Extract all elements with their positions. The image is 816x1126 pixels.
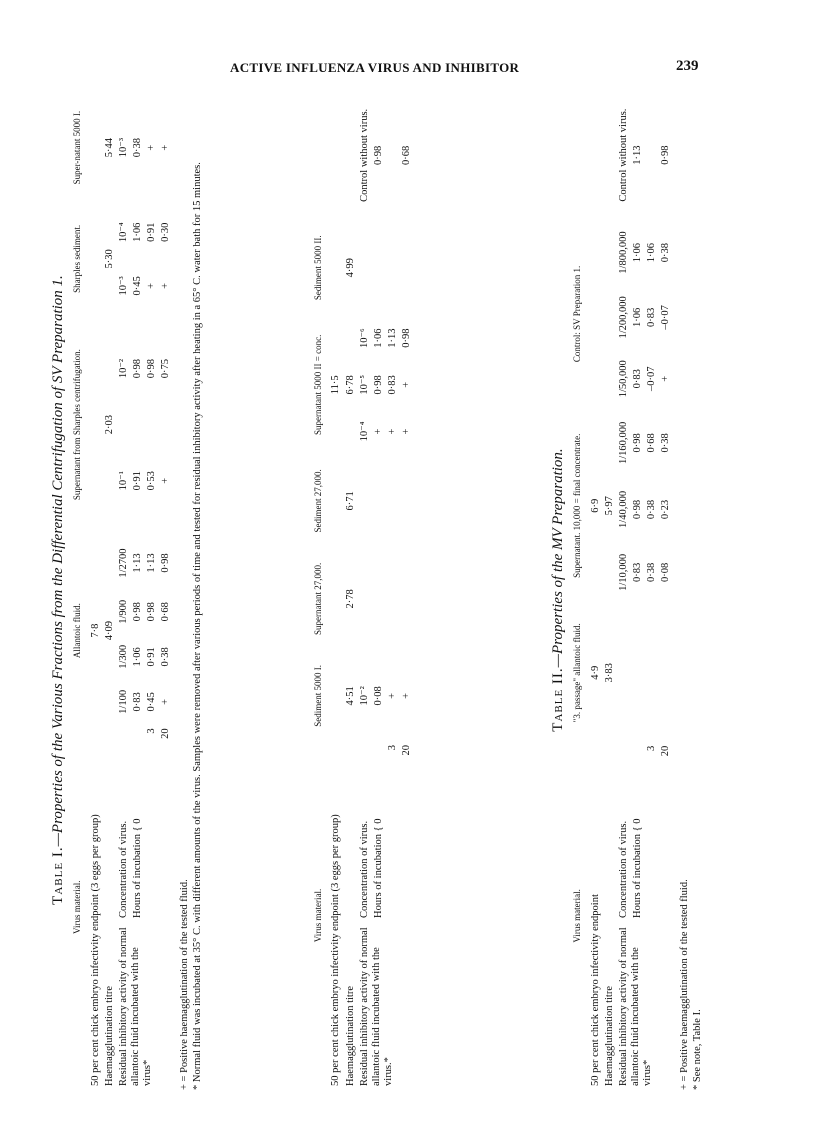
table-row: 50 per cent chick embryo infectivity endpoint (3 eggs per group) 11·5: [330, 375, 342, 1086]
rotated-tables: [50, 90, 770, 1090]
table-row: Hours of incubation { 0 0·08 + 0·98 1·06 0·98: [372, 145, 384, 918]
table-row: 20 + + + 0·98 0·68: [400, 145, 412, 756]
table-row: Haemagglutination titre 4·09 2·03 5·30 5·44: [103, 137, 115, 1086]
table-1-part-b: Virus material. Sediment 5000 I. Supernatant 27,000. Sediment 27,000. Supernatant 5000 II = conc. Sediment 5000 II. 50 per cent chick embryo infectivity endpoint (3 eggs per group) 11·5 Haemagglutination titre 4·51 2·78 6·71 6·78 4·99 Residual inhibitory activity of normal allantoic fluid incubated with the virus.* Concentration of virus. 10⁻² 10⁻⁴ 10⁻⁵ 10⁻⁶ Control without virus. Hours of incubation { 0 0·08 + 0·98 1·06 0·98 3 + + 0·83 1·13 20 + + + 0·98 0·68: [314, 90, 414, 1090]
table-row: Hours of incubation { 0 0·83 1·06 0·98 1·13 0·91 0·98 0·45 1·06 0·38: [131, 137, 143, 918]
table-row: 50 per cent chick embryo infectivity endpoint (3 eggs per group) 7·8: [89, 623, 101, 1086]
table-1-part-b-block: [308, 90, 414, 1090]
col-allantoic-fluid: Allantoic fluid.: [72, 603, 83, 659]
table-2: [550, 90, 704, 1090]
table-row: 3 0·45 0·91 0·98 1·13 0·53 0·98 + 0·91 +: [145, 144, 157, 734]
table-row: 3 0·38 0·38 0·68 –0·07 0·83 1·06: [645, 242, 657, 751]
running-title: ACTIVE INFLUENZA VIRUS AND INHIBITOR: [230, 60, 520, 75]
table-row: Haemagglutination titre 3·83 5·97: [603, 496, 615, 1086]
table-row: Residual inhibitory activity of normal allantoic fluid incubated with the virus* Concentration of virus. 1/100 1/300 1/900 1/2700 10⁻¹ 10⁻² 10⁻³ 10⁻⁴ 10⁻³: [117, 138, 153, 1086]
col-sharples-sediment: Sharples sediment.: [72, 224, 83, 293]
page-header: [0, 60, 816, 80]
page-number: 239: [676, 58, 699, 74]
table-row: Haemagglutination titre 4·51 2·78 6·71 6·78 4·99: [344, 258, 356, 1086]
col-virus-material: Virus material.: [72, 880, 83, 934]
table-1: [50, 90, 204, 1090]
table-1-notes: + = Positive haemagglutination of the tested fluid. * Normal fluid was incubated at 35° C. with different amounts of the virus. Samples were removed after various periods of time and tested for residual inhibitory activity after heating in a 65° C. water bath for 15 minutes.: [179, 162, 203, 1090]
table-row: Residual inhibitory activity of normal allantoic fluid incubated with the virus* Concentration of virus. 1/10,000 1/40,000 1/160,000 1/50,000 1/200,000 1/800,000 Control without virus.: [617, 108, 653, 1086]
table-row: Hours of incubation { 0 0·83 0·98 0·98 0·83 1·06 1·06 1·13: [631, 145, 643, 918]
table-1-caption: Table I.—Properties of the Various Fractions from the Differential Centrifugation of SV Preparation 1.: [50, 275, 66, 905]
table-2-body: Virus material. "3. passage" allantoic fluid. Supernatant. 10,000 = final concentrate. Control: SV Preparation 1. 50 per cent chick embryo infectivity endpoint 4·9 6·9 Haemagglutination titre 3·83 5·97 Residual inhibitory activity of normal allantoic fluid incubated with the virus* Concentration of virus. 1/10,000 1/40,000 1/160,000 1/50,000 1/200,000 1/800,000 Control without virus. Hours of incubation { 0 0·83 0·98 0·98 0·83 1·06 1·06 1·13 3 0·38 0·38 0·68 –0·07 0·83 1·06 20 0·08 0·23 0·38 + –0·07 0·38 0·98: [573, 90, 673, 1090]
col-supernatant-5000: Super-natant 5000 I.: [72, 110, 83, 185]
col-supernatant-sharples: Supernatant from Sharples centrifugation.: [72, 349, 83, 501]
table-1-part-a: [73, 90, 173, 1090]
table-row: Residual inhibitory activity of normal allantoic fluid incubated with the virus.* Concentration of virus. 10⁻² 10⁻⁴ 10⁻⁵ 10⁻⁶ Control without virus.: [358, 108, 394, 1086]
table-row: 50 per cent chick embryo infectivity endpoint 4·9 6·9: [589, 498, 601, 1086]
table-row: 20 + 0·38 0·68 0·98 + 0·75 + 0·30 +: [160, 144, 171, 739]
table-row: 3 + + 0·83 1·13: [386, 328, 398, 751]
table-2-caption: Table II.—Properties of the MV Preparation.: [550, 448, 566, 732]
table-2-notes: + = Positive haemagglutination of the tested fluid. * See note, Table I.: [679, 879, 703, 1090]
table-row: 20 0·08 0·23 0·38 + –0·07 0·38 0·98: [660, 145, 671, 757]
